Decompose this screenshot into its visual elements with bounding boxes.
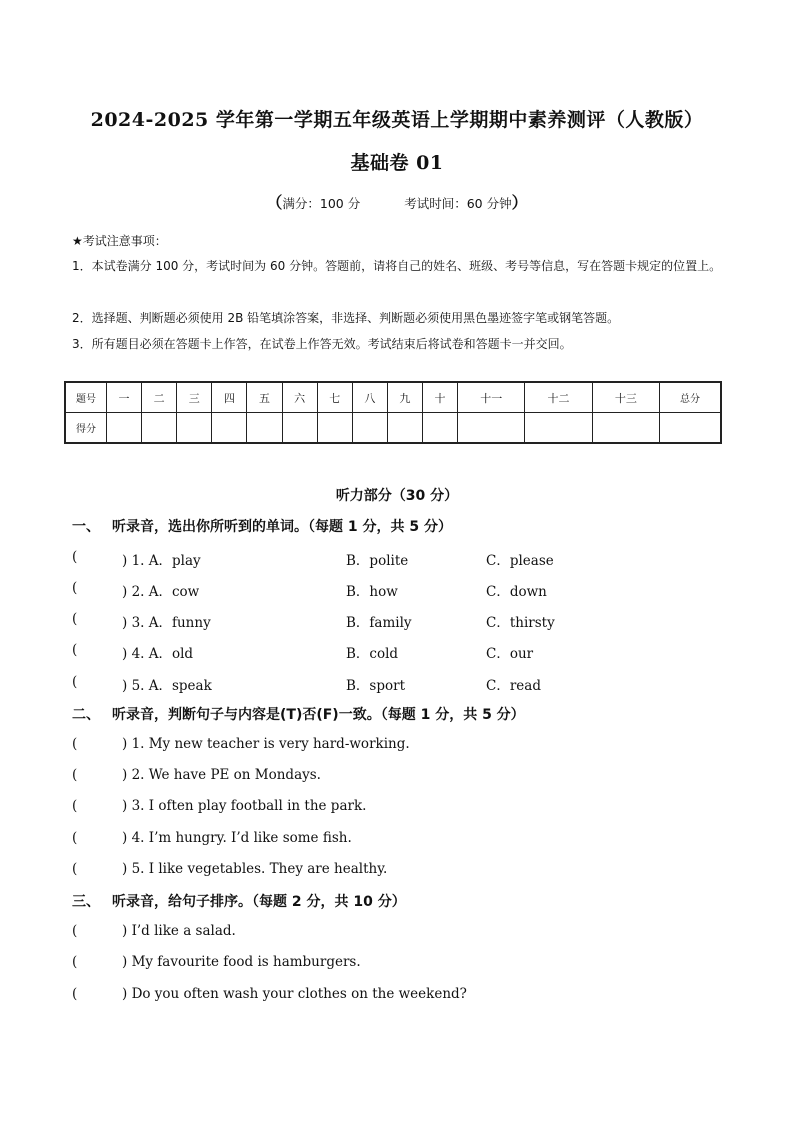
section-instruction: 听录音，选出你所听到的单词。（每题 1 分，共 5 分） [112,519,452,535]
meta-close-paren: ） [511,193,528,212]
answer-blank[interactable]: ( [72,580,78,596]
score-cell[interactable] [352,413,387,444]
total-score-cell[interactable] [660,413,722,444]
question-text: ) 3. A．funny B．family C．thirsty [122,611,211,631]
answer-blank[interactable]: ( [72,611,78,627]
option-b: B．polite [346,553,409,569]
column-header: 十二 [525,382,592,413]
answer-blank[interactable]: ( [72,642,78,658]
option-a: speak [171,678,212,694]
question-text: ) 1. My new teacher is very hard-working. [122,736,410,752]
score-cell[interactable] [317,413,352,444]
question-text: ) 2. We have PE on Mondays. [122,767,321,783]
answer-blank[interactable]: ( [72,830,78,846]
column-header: 四 [212,382,247,413]
score-table [64,381,722,444]
score-cell[interactable] [212,413,247,444]
exam-title: 2024-2025 学年第一学期五年级英语上学期期中素养测评（人教版） [90,109,704,131]
column-header: 二 [142,382,177,413]
option-c: C．down [486,584,547,600]
question-number-label: 题号 [65,382,107,413]
score-label: 得分 [65,413,107,444]
question-text: ) Do you often wash your clothes on the weekend? [122,986,467,1002]
column-header: 十三 [592,382,659,413]
note-item: 1．本试卷满分 100 分，考试时间为 60 分钟。答题前，请将自己的姓名、班级、考号等信息，写在答题卡规定的位置上。 [72,259,722,273]
option-b: B．sport [346,678,405,694]
question-text: ) 1. A．play B．polite C．please [122,549,201,569]
section-number: 三、 [72,894,100,910]
option-a: play [171,553,201,569]
score-cell[interactable] [387,413,422,444]
answer-blank[interactable]: ( [72,736,78,752]
answer-blank[interactable]: ( [72,861,78,877]
column-header: 八 [352,382,387,413]
note-item: 2．选择题、判断题必须使用 2B 铅笔填涂答案，非选择、判断题必须使用黑色墨迹签字笔或钢笔答题。 [72,311,620,325]
option-a: funny [171,615,211,631]
score-table-score-row [65,413,721,444]
column-header: 一 [107,382,142,413]
score-cell[interactable] [282,413,317,444]
option-c: C．thirsty [486,615,555,631]
column-header: 六 [282,382,317,413]
column-header: 十 [422,382,457,413]
exam-subtitle: 基础卷 01 [350,152,444,174]
score-table-header-row [65,382,721,413]
option-a: old [171,646,194,662]
option-b: B．cold [346,646,399,662]
section-number: 二、 [72,707,100,723]
question-text: ) My favourite food is hamburgers. [122,954,361,970]
score-cell[interactable] [107,413,142,444]
question-text: ) 5. I like vegetables. They are healthy. [122,861,388,877]
answer-blank[interactable]: ( [72,954,78,970]
question-text: ) 2. A．cow B．how C．down [122,580,199,600]
option-b: B．family [346,615,412,631]
section-instruction: 听录音，给句子排序。（每题 2 分，共 10 分） [112,894,406,910]
section-instruction: 听录音，判断句子与内容是(T)否(F)一致。（每题 1 分，共 5 分） [112,707,525,723]
option-c: C．read [486,678,541,694]
answer-blank[interactable]: ( [72,767,78,783]
section-heading [72,891,406,911]
score-cell[interactable] [142,413,177,444]
answer-blank[interactable]: ( [72,798,78,814]
listening-part-title: 听力部分（30 分） [335,488,459,504]
score-cell[interactable] [592,413,659,444]
question-text: ) 3. I often play football in the park. [122,798,367,814]
option-c: C．our [486,646,534,662]
answer-blank[interactable]: ( [72,986,78,1002]
section-heading [72,704,525,724]
section-number: 一、 [72,519,100,535]
full-score: 满分：100 分 [282,196,361,211]
column-header: 三 [177,382,212,413]
column-header: 九 [387,382,422,413]
note-item: 3．所有题目必须在答题卡上作答，在试卷上作答无效。考试结束后将试卷和答题卡一并交回。 [72,337,572,351]
answer-blank[interactable]: ( [72,549,78,565]
option-a: cow [171,584,200,600]
option-b: B．how [346,584,398,600]
score-cell[interactable] [525,413,592,444]
answer-blank[interactable]: ( [72,674,78,690]
option-c: C．please [486,553,554,569]
column-header: 五 [247,382,282,413]
answer-blank[interactable]: ( [72,923,78,939]
column-header: 十一 [458,382,525,413]
exam-time: 考试时间：60 分钟 [404,196,512,211]
section-heading [72,516,452,536]
column-header: 七 [317,382,352,413]
notes-heading: ★考试注意事项： [72,234,167,248]
score-cell[interactable] [422,413,457,444]
meta-open-paren: （ [266,193,283,212]
exam-meta [0,190,794,213]
score-cell[interactable] [458,413,525,444]
question-text: ) I’d like a salad. [122,923,236,939]
score-cell[interactable] [247,413,282,444]
question-text: ) 5. A．speak B．sport C．read [122,674,212,694]
question-text: ) 4. I’m hungry. I’d like some fish. [122,830,352,846]
total-label: 总分 [660,382,722,413]
score-cell[interactable] [177,413,212,444]
question-text: ) 4. A．old B．cold C．our [122,642,193,662]
